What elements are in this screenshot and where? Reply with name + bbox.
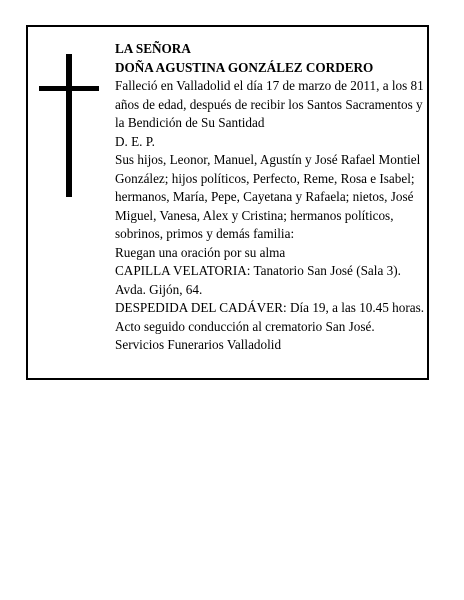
cross-horizontal-bar — [39, 86, 99, 91]
notice-body — [115, 40, 427, 355]
obituary-notice — [26, 25, 429, 380]
notice-title: LA SEÑORA — [115, 41, 191, 56]
cross-vertical-bar — [66, 54, 72, 197]
deceased-name: DOÑA AGUSTINA GONZÁLEZ CORDERO — [115, 59, 374, 75]
death-statement: Falleció en Valladolid el día 17 de marzo de 2011, a los 81 años de edad, después de recibir los Santos Sacramentos y la Bendición de Su Santidad — [115, 78, 424, 130]
family-statement: Sus hijos, Leonor, Manuel, Agustín y José Rafael Montiel González; hijos políticos, Perfecto, Reme, Rosa e Isabel; hermanos, María, Pepe, Cayetana y Rafaela; nietos, José Miguel, Vanesa, Alex y Cristina; hermanos políticos, sobrinos, primos y demás familia: — [115, 152, 421, 241]
prayer-request: Ruegan una oración por su alma — [115, 244, 286, 260]
cross-icon — [39, 54, 99, 197]
dep-line: D. E. P. — [115, 133, 155, 149]
funeral-services: Servicios Funerarios Valladolid — [115, 337, 282, 352]
chapel-info: CAPILLA VELATORIA: Tanatorio San José (Sala 3). Avda. Gijón, 64. — [115, 263, 401, 297]
farewell-info: DESPEDIDA DEL CADÁVER: Día 19, a las 10.45 horas. Acto seguido conducción al crematorio San José. — [115, 300, 425, 334]
